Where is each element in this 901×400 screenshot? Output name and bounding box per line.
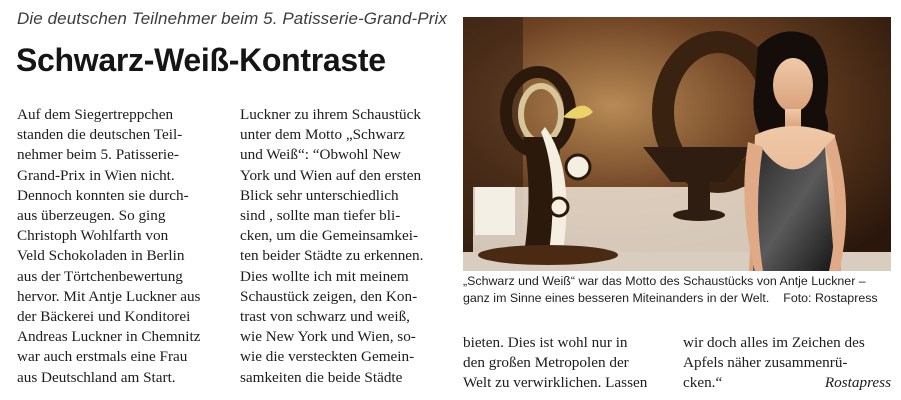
text-line: Grand-Prix in Wien nicht. xyxy=(17,166,175,184)
text-line: trast von schwarz und weiß, xyxy=(240,308,410,326)
text-line: aus überzeugen. So ging xyxy=(17,207,166,225)
photo-credit: Foto: Rostapress xyxy=(783,291,878,305)
text-line: sind , sollte man tiefer bli- xyxy=(240,207,401,225)
text-line: der Bäckerei und Konditorei xyxy=(17,308,191,326)
article-column-2 xyxy=(240,105,455,388)
signature: Rostapress xyxy=(824,374,891,392)
text-line: Welt zu verwirklichen. Lassen xyxy=(463,374,648,392)
photo-caption xyxy=(463,273,893,307)
article-column-4 xyxy=(683,333,893,394)
text-line: Christoph Wohlfarth von xyxy=(17,227,169,245)
text-line: Dies wollte ich mit meinem xyxy=(240,267,409,285)
text-line: den großen Metropolen der xyxy=(463,354,629,372)
text-line: Auf dem Siegertreppchen xyxy=(17,106,174,123)
text-line: unter dem Motto „Schwarz xyxy=(240,126,405,144)
text-line: Veld Schokoladen in Berlin xyxy=(17,247,185,265)
text-line: aus Deutschland am Start. xyxy=(17,368,176,386)
text-line: cken, um die Gemeinsamkei- xyxy=(240,227,418,245)
caption-line-2 xyxy=(463,290,893,307)
text-line: York und Wien auf den ersten xyxy=(240,166,422,184)
caption-line-1: „Schwarz und Weiß“ war das Motto des Schaustücks von Antje Luckner – xyxy=(463,274,866,288)
caption-line-2-text: ganz im Sinne eines besseren Miteinanders in der Welt. xyxy=(463,291,770,305)
chocolate-showpiece-photo xyxy=(463,17,891,271)
text-line: ten beider Städte zu erkennen. xyxy=(240,247,424,265)
text-line: Apfels näher zusammenrü- xyxy=(683,354,848,372)
text-line-with-signature xyxy=(683,373,893,393)
text-line: wie die versteckten Gemein- xyxy=(240,348,415,366)
headline: Schwarz-Weiß-Kontraste xyxy=(16,42,386,78)
article-column-1 xyxy=(17,105,222,388)
article-column-3 xyxy=(463,333,673,394)
text-line: und Weiß“: “Obwohl New xyxy=(240,146,401,164)
text-line: Luckner zu ihrem Schaustück xyxy=(240,106,421,123)
text-line: aus der Törtchenbewertung xyxy=(17,267,183,285)
text-line: Schaustück zeigen, den Kon- xyxy=(240,287,418,305)
kicker: Die deutschen Teilnehmer beim 5. Patisserie-Grand-Prix xyxy=(17,9,447,28)
text-line: war auch erstmals eine Frau xyxy=(17,348,188,366)
text-line: wir doch alles im Zeichen des xyxy=(683,334,865,351)
text-line: samkeiten die beide Städte xyxy=(240,368,403,386)
text-line: standen die deutschen Teil- xyxy=(17,126,183,144)
text-line: Andreas Luckner in Chemnitz xyxy=(17,328,201,346)
text-line: wie New York und Wien, so- xyxy=(240,328,416,346)
text-line: hervor. Mit Antje Luckner aus xyxy=(17,287,201,305)
text-line: nehmer beim 5. Patisserie- xyxy=(17,146,179,164)
text-line: Blick sehr unterschiedlich xyxy=(240,186,399,204)
text-line: cken.“ xyxy=(683,374,723,392)
text-line: bieten. Dies ist wohl nur in xyxy=(463,334,628,351)
text-line: Dennoch konnten sie durch- xyxy=(17,186,189,204)
